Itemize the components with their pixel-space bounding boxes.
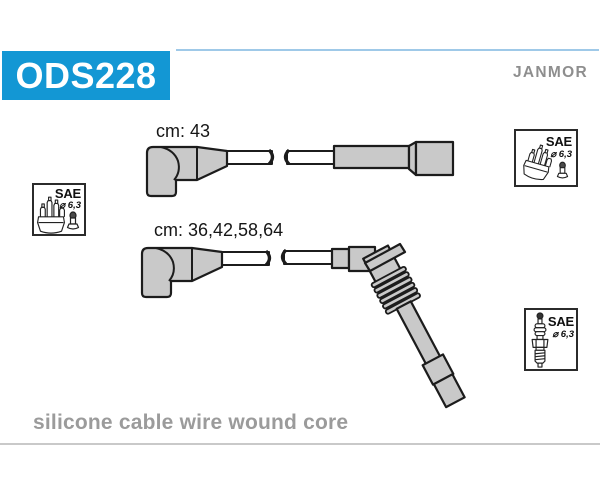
sae-badge-left [32, 183, 86, 236]
sae-title: SAE [547, 314, 574, 329]
cable-2-plug-boot [332, 243, 472, 411]
cable-1-wire [227, 150, 334, 164]
brand-logo: JANMOR [513, 64, 588, 81]
terminal-stud-icon [66, 211, 80, 231]
cable-2-wire [222, 250, 332, 265]
sae-diameter: ⌀ 6,3 [550, 149, 572, 160]
cable-2-diagram [142, 243, 472, 411]
terminal-body [416, 142, 453, 175]
ferrule [332, 249, 349, 268]
boot-shaft [397, 301, 441, 365]
footer-description: silicone cable wire wound core [33, 411, 349, 434]
part-number: ODS228 [15, 54, 157, 96]
cable-1-boot [147, 147, 227, 196]
sae-title: SAE [54, 186, 81, 201]
footer-rule [0, 443, 600, 445]
elbow-boot-body [142, 248, 222, 297]
sae-badge-bottom-right [524, 308, 578, 371]
cable-1-diagram [147, 142, 453, 196]
terminal-shaft [334, 146, 409, 168]
cable-2-boot [142, 248, 222, 297]
sae-diameter: ⌀ 6,3 [59, 200, 81, 211]
cable-1-length-label: cm: 43 [156, 121, 211, 141]
cable-1-terminal [334, 142, 453, 175]
terminal-stud-icon [556, 161, 569, 180]
elbow-boot-body [147, 147, 227, 196]
sae-badge-top-right [514, 129, 578, 187]
sae-diameter: ⌀ 6,3 [552, 329, 574, 340]
cable-2-length-label: cm: 36,42,58,64 [154, 220, 284, 240]
sae-title: SAE [545, 134, 572, 149]
